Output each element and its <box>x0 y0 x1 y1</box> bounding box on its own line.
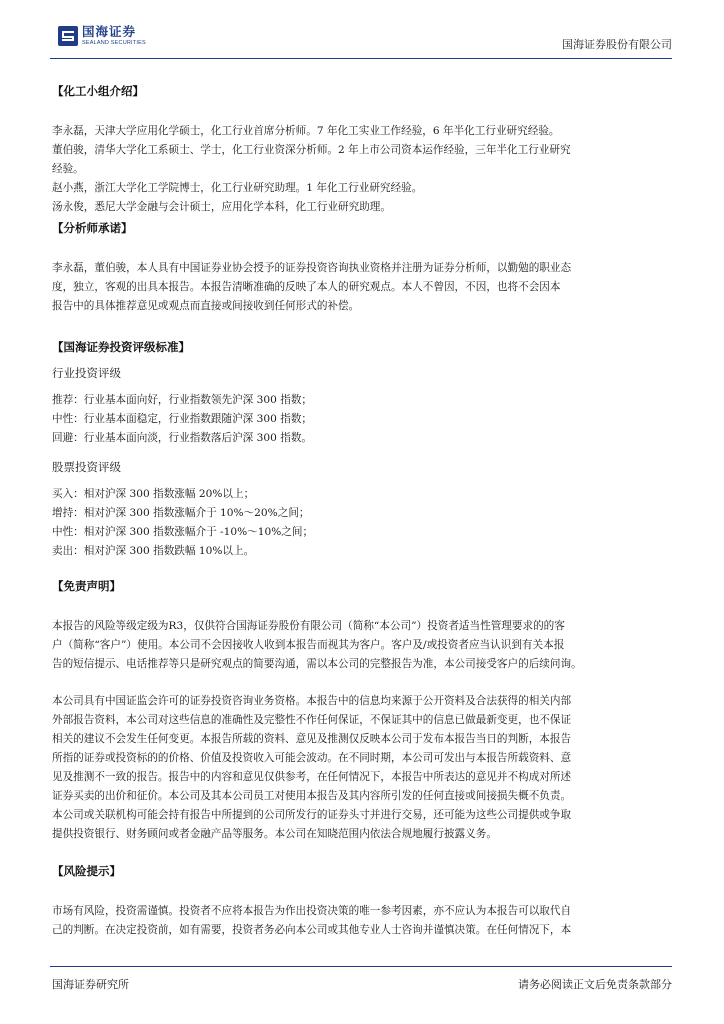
team-line: 汤永俊，悉尼大学金融与会计硕士，应用化学本科，化工行业研究助理。 <box>52 201 391 213</box>
page-header <box>50 26 672 54</box>
commitment-line: 度，独立，客观的出具本报告。本报告清晰准确的反映了本人的研究观点。本人不曾因，不因，也将不会因本 <box>52 281 561 293</box>
company-name: 国海证券股份有限公司 <box>562 38 672 51</box>
commitment-line: 李永磊，董伯骏，本人具有中国证券业协会授予的证券投资咨询执业资格并注册为证券分析师，以勤勉的职业态 <box>52 262 572 274</box>
industry-rating-list <box>52 391 672 448</box>
disclaimer-line: 见及推测不一致的报告。报告中的内容和意见仅供参考，在任何情况下，本报告中所表达的意见并不构成对所述 <box>52 771 572 783</box>
team-line: 董伯骏，清华大学化工系硕士、学士，化工行业资深分析师。2 年上市公司资本运作经验，三年半化工行业研究 <box>52 144 571 156</box>
disclaimer-paragraph-2 <box>52 692 672 844</box>
disclaimer-line: 相关的建议不会发生任何变更。本报告所载的资料、意见及推测仅反映本公司于发布本报告当日的判断，本报告 <box>52 733 572 745</box>
header-divider <box>50 58 672 59</box>
risk-heading: 【风险提示】 <box>52 864 121 878</box>
company-logo <box>58 26 146 46</box>
stock-rating-item: 卖出：相对沪深 300 指数跌幅 10%以上。 <box>52 545 255 557</box>
disclaimer-heading: 【免责声明】 <box>52 579 121 593</box>
disclaimer-line: 本公司具有中国证监会许可的证券投资咨询业务资格。本报告中的信息均来源于公开资料及合法获得的相关内部 <box>52 695 572 707</box>
stock-rating-item: 中性：相对沪深 300 指数涨幅介于 -10%～10%之间； <box>52 526 314 538</box>
logo-chinese-name: 国海证券 <box>82 24 137 39</box>
team-line: 赵小燕，浙江大学化工学院博士，化工行业研究助理。1 年化工行业研究经验。 <box>52 182 423 194</box>
team-line: 经验。 <box>52 163 84 175</box>
logo-english-name: SEALAND SECURITIES <box>82 39 146 46</box>
risk-line: 己的判断。在决定投资前，如有需要，投资者务必向本公司或其他专业人士咨询并谨慎决策。在任何情况下，本 <box>52 924 572 936</box>
risk-section <box>52 902 672 940</box>
sealand-logo-icon <box>58 26 78 46</box>
commitment-section <box>52 259 672 316</box>
disclaimer-line: 提供投资银行、财务顾问或者金融产品等服务。本公司在知晓范围内依法合规地履行披露义务。 <box>52 828 497 840</box>
disclaimer-line: 外部报告资料，本公司对这些信息的准确性及完整性不作任何保证，不保证其中的信息已做最新变更，也不保证 <box>52 714 572 726</box>
page-body <box>52 82 672 956</box>
stock-rating-item: 增持：相对沪深 300 指数涨幅介于 10%～20%之间； <box>52 507 310 519</box>
team-section <box>52 122 672 217</box>
disclaimer-line: 本公司或关联机构可能会持有报告中所提到的公司所发行的证券头寸并进行交易，还可能为这些公司提供或争取 <box>52 809 572 821</box>
stock-rating-title: 股票投资评级 <box>52 460 121 474</box>
industry-rating-item: 中性：行业基本面稳定，行业指数跟随沪深 300 指数； <box>52 413 313 425</box>
risk-line: 市场有风险，投资需谨慎。投资者不应将本报告为作出投资决策的唯一参考因素，亦不应认为本报告可以取代自 <box>52 905 572 917</box>
footer-institute: 国海证券研究所 <box>52 978 129 991</box>
commitment-heading: 【分析师承诺】 <box>52 221 133 235</box>
commitment-line: 报告中的具体推荐意见或观点而直接或间接收到任何形式的补偿。 <box>52 300 360 312</box>
footer-divider <box>50 966 672 967</box>
rating-heading: 【国海证券投资评级标准】 <box>52 340 190 354</box>
team-heading: 【化工小组介绍】 <box>52 84 144 98</box>
footer-disclaimer-note: 请务必阅读正文后免责条款部分 <box>518 978 672 991</box>
disclaimer-line: 本报告的风险等级定级为R3，仅供符合国海证券股份有限公司（简称“本公司”）投资者适当性管理要求的的客 <box>52 620 565 632</box>
industry-rating-item: 回避：行业基本面向淡，行业指数落后沪深 300 指数。 <box>52 432 313 444</box>
team-line: 李永磊，天津大学应用化学硕士，化工行业首席分析师。7 年化工实业工作经验，6 年半化工行业研究经验。 <box>52 125 560 137</box>
industry-rating-title: 行业投资评级 <box>52 366 121 380</box>
stock-rating-list <box>52 485 672 561</box>
disclaimer-line: 告的短信提示、电话推荐等只是研究观点的简要沟通，需以本公司的完整报告为准，本公司接受客户的后续问询。 <box>52 658 582 670</box>
disclaimer-line: 户（简称“客户”）使用。本公司不会因接收人收到本报告而视其为客户。客户及/或投资者应当认识到有关本报 <box>52 639 565 651</box>
disclaimer-line: 所指的证券或投资标的的价格、价值及投资收入可能会波动。在不同时期，本公司可发出与本报告所载资料、意 <box>52 752 572 764</box>
stock-rating-item: 买入：相对沪深 300 指数涨幅 20%以上； <box>52 488 255 500</box>
disclaimer-line: 证券买卖的出价和征价。本公司及其本公司员工对使用本报告及其内容所引发的任何直接或间接损失概不负责。 <box>52 790 572 802</box>
industry-rating-item: 推荐：行业基本面向好，行业指数领先沪深 300 指数； <box>52 394 313 406</box>
disclaimer-paragraph-1 <box>52 617 672 674</box>
